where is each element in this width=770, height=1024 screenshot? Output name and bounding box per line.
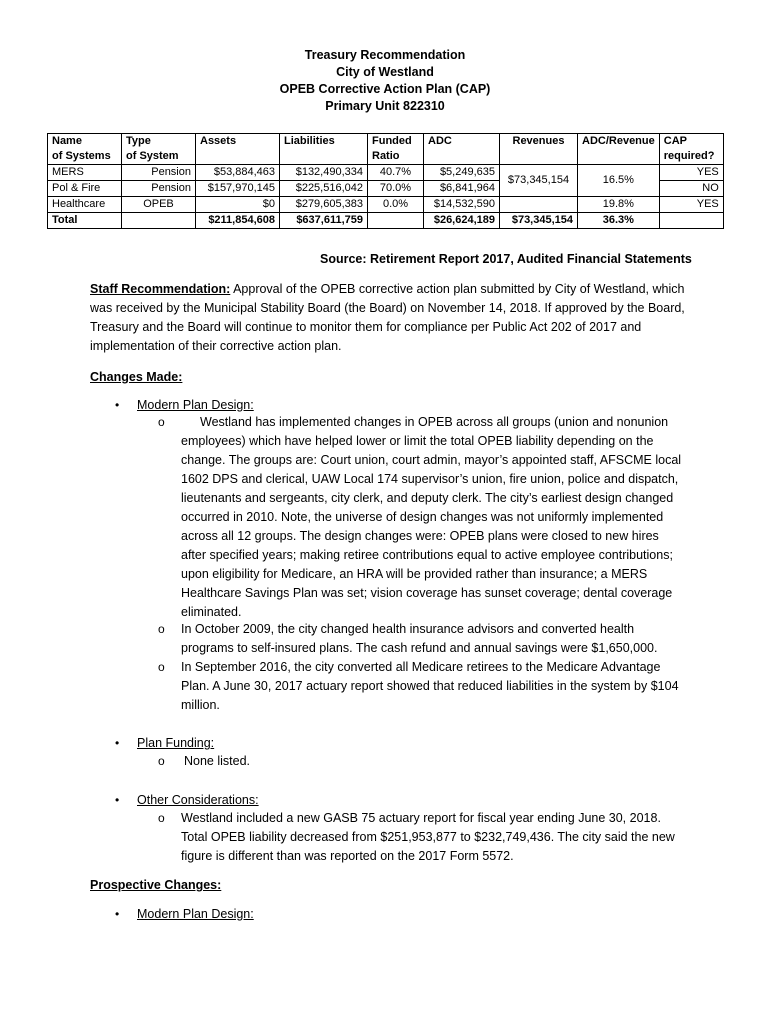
modern-item-3: In September 2016, the city converted all Medicare retirees to the Medicare Advantage Plan. A June 30, 2017 actuary report showed that reduced liabilities in the system by $104 million.	[181, 660, 679, 712]
header-cap: CAP required?	[659, 134, 723, 165]
cell-name: Healthcare	[48, 197, 122, 213]
prospective-modern-plan-design-label: Modern Plan Design:	[137, 907, 254, 921]
cell-funded: 40.7%	[368, 165, 424, 181]
cell-cap: YES	[659, 165, 723, 181]
changes-made-heading: Changes Made:	[90, 370, 183, 384]
header-type: Type of System	[122, 134, 196, 165]
cell-total-liabilities: $637,611,759	[280, 213, 368, 229]
cell-type: Pension	[122, 165, 196, 181]
header-revenues: Revenues	[500, 134, 578, 165]
cell-adc-revenue: 19.8%	[578, 197, 660, 213]
modern-plan-design-label: Modern Plan Design:	[137, 398, 254, 412]
cell-liabilities: $279,605,383	[280, 197, 368, 213]
header-adc: ADC	[424, 134, 500, 165]
other-considerations-label: Other Considerations:	[137, 793, 259, 807]
cell-assets: $157,970,145	[196, 181, 280, 197]
document-title	[0, 47, 770, 115]
cell-adc: $6,841,964	[424, 181, 500, 197]
modern-item-1-text: Westland has implemented changes in OPEB across all groups (union and nonunion employees) which have helped lower or limit the total OPEB liability depending on the change. The groups are: Court union, court admin, mayor’s appointed staff, AFSCME local 1602 DPS and clerical, UAW Local 174 supervisor’s union, fire union, police and dispatch, lieutenants and sergeants, city clerk, and deputy clerk. The city’s earliest design changed occurred in 2010. Note, the universe of design changes was not uniformly implemented across all 12 groups. The design changes were: OPEB plans were closed to new hires after specified years; making retiree contributions equal to active employee contributions; upon eligibility for Medicare, an HRA will be provided rather than insurance; a MERS Healthcare Savings Plan was set; vision coverage has sunset coverage; dental coverage eliminated.	[181, 415, 682, 619]
sub-bullet-icon: o	[158, 754, 165, 768]
sub-bullet-icon: o	[158, 811, 165, 825]
sub-bullet-icon: o	[158, 622, 165, 636]
cell-empty	[122, 213, 196, 229]
cell-cap: YES	[659, 197, 723, 213]
table-total-row	[48, 213, 724, 229]
header-assets: Assets	[196, 134, 280, 165]
cell-empty	[368, 213, 424, 229]
bullet-icon: •	[115, 736, 120, 750]
other-considerations-item: Westland included a new GASB 75 actuary report for fiscal year ending June 30, 2018. Total OPEB liability decreased from $251,953,877 to $232,749,436. The city said the new figure is different than was reported on the 2017 Form 5572.	[181, 811, 675, 863]
header-funded: Funded Ratio	[368, 134, 424, 165]
title-line-3: OPEB Corrective Action Plan (CAP)	[279, 82, 491, 96]
prospective-changes-heading: Prospective Changes:	[90, 878, 222, 892]
cell-adc: $14,532,590	[424, 197, 500, 213]
table-row	[48, 165, 724, 181]
summary-table	[47, 133, 724, 229]
plan-funding-label: Plan Funding:	[137, 736, 215, 750]
cell-funded: 70.0%	[368, 181, 424, 197]
staff-recommendation-label: Staff Recommendation:	[90, 282, 231, 296]
cell-revenues-empty	[500, 197, 578, 213]
source-note: Source: Retirement Report 2017, Audited Financial Statements	[320, 252, 692, 266]
cell-total-adc-revenue: 36.3%	[578, 213, 660, 229]
bullet-icon: •	[115, 398, 120, 412]
cell-total-revenues: $73,345,154	[500, 213, 578, 229]
staff-recommendation-paragraph	[90, 280, 690, 356]
cell-type: Pension	[122, 181, 196, 197]
table-header-row	[48, 134, 724, 165]
cell-pension-adc-revenue: 16.5%	[578, 165, 660, 197]
cell-total-assets: $211,854,608	[196, 213, 280, 229]
cell-empty	[659, 213, 723, 229]
staff-recommendation-text: Approval of the OPEB corrective action plan submitted by City of Westland, which was received by the Municipal Stability Board (the Board) on November 14, 2018. If approved by the Board, Treasury and the Board will continue to monitor them for compliance per Public Act 202 of 2017 and implementation of their corrective action plan.	[90, 282, 685, 353]
header-name: Name of Systems	[48, 134, 122, 165]
modern-item-2: In October 2009, the city changed health insurance advisors and converted health programs to self-insured plans. The cash refund and annual savings were $1,650,000.	[181, 622, 658, 655]
table-row	[48, 197, 724, 213]
cell-total-adc: $26,624,189	[424, 213, 500, 229]
title-line-2: City of Westland	[336, 65, 434, 79]
cell-adc: $5,249,635	[424, 165, 500, 181]
title-line-4: Primary Unit 822310	[325, 99, 445, 113]
bullet-icon: •	[115, 907, 120, 921]
cell-name: Pol & Fire	[48, 181, 122, 197]
cell-type: OPEB	[122, 197, 196, 213]
header-liabilities: Liabilities	[280, 134, 368, 165]
cell-cap: NO	[659, 181, 723, 197]
bullet-icon: •	[115, 793, 120, 807]
sub-bullet-icon: o	[158, 415, 165, 429]
plan-funding-item: None listed.	[184, 754, 251, 768]
cell-funded: 0.0%	[368, 197, 424, 213]
cell-assets: $53,884,463	[196, 165, 280, 181]
cell-assets: $0	[196, 197, 280, 213]
title-line-1: Treasury Recommendation	[304, 48, 466, 62]
cell-pension-revenues: $73,345,154	[500, 165, 578, 197]
cell-total-label: Total	[48, 213, 122, 229]
cell-liabilities: $132,490,334	[280, 165, 368, 181]
modern-item-1	[181, 413, 686, 622]
cell-liabilities: $225,516,042	[280, 181, 368, 197]
cell-name: MERS	[48, 165, 122, 181]
header-adc-revenue: ADC/Revenue	[578, 134, 660, 165]
sub-bullet-icon: o	[158, 660, 165, 674]
